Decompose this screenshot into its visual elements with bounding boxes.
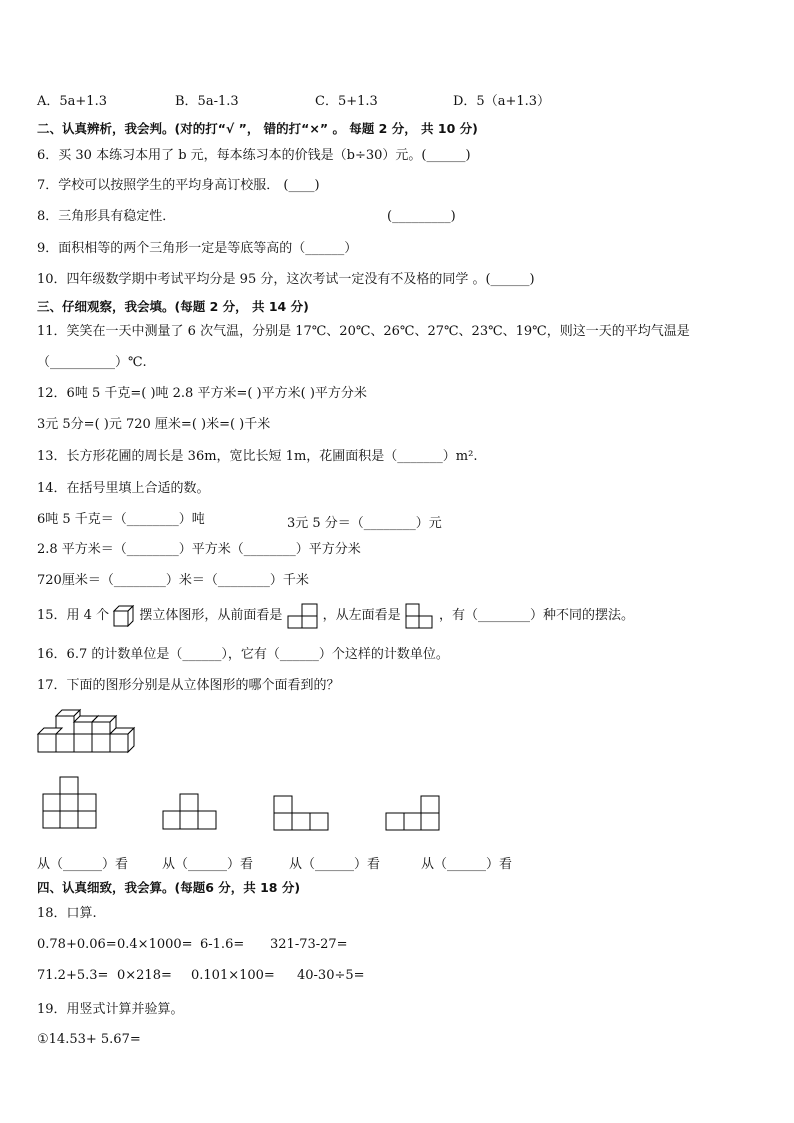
view-figure-1: [42, 776, 98, 830]
calc-r2-c2: 0×218=: [117, 968, 172, 983]
calc-r1-c2: 0.4×1000=: [117, 937, 193, 952]
calc-r1-c3: 6-1.6=: [200, 937, 245, 952]
question-10: 10．四年级数学期中考试平均分是 95 分，这次考试一定没有不及格的同学 。(______): [37, 272, 535, 287]
question-11-line2: （__________）℃.: [37, 355, 147, 370]
question-6: 6．买 30 本练习本用了 b 元，每本练习本的价钱是（b÷30）元。(______): [37, 148, 471, 163]
question-11-line1: 11．笑笑在一天中测量了 6 次气温，分别是 17℃、20℃、26℃、27℃、23℃、19℃，则这一天的平均气温是: [37, 324, 690, 339]
question-14-d: 720厘米＝（________）米＝（________）千米: [37, 573, 309, 588]
view-label-4: 从（______）看: [421, 857, 513, 872]
question-14: 14．在括号里填上合适的数。: [37, 481, 210, 496]
front-view-icon: [287, 603, 319, 629]
left-view-icon: [405, 603, 435, 629]
calc-r2-c3: 0.101×100=: [191, 968, 275, 983]
calc-r2-c4: 40-30÷5=: [297, 968, 365, 983]
view-figure-2: [162, 793, 218, 831]
section-2-heading: 二、认真辨析，我会判。(对的打“√ ”， 错的打“×” 。 每题 2 分， 共 10 分): [37, 121, 478, 136]
view-label-2: 从（______）看: [162, 857, 254, 872]
view-figure-4: [385, 795, 441, 831]
solid-figure: [36, 706, 136, 754]
question-19: 19．用竖式计算并验算。: [37, 1002, 184, 1017]
question-12-line1: 12．6吨 5 千克=( )吨 2.8 平方米=( )平方米( )平方分米: [37, 386, 367, 401]
question-16: 16．6.7 的计数单位是（______），它有（______）个这样的计数单位。: [37, 647, 449, 662]
option-d: D．5（a+1.3）: [453, 94, 551, 109]
question-9: 9．面积相等的两个三角形一定是等底等高的（______）: [37, 241, 358, 256]
view-label-3: 从（______）看: [289, 857, 381, 872]
option-c: C．5+1.3: [315, 94, 378, 109]
view-label-1: 从（______）看: [37, 857, 129, 872]
option-a: A．5a+1.3: [37, 94, 107, 109]
section-3-heading: 三、仔细观察，我会填。(每题 2 分， 共 14 分): [37, 299, 309, 314]
view-figure-3: [273, 795, 329, 831]
calc-r2-c1: 71.2+5.3=: [37, 968, 109, 983]
calc-r1-c1: 0.78+0.06=: [37, 937, 117, 952]
section-4-heading: 四、认真细致，我会算。(每题6 分，共 18 分): [37, 880, 301, 895]
question-17: 17．下面的图形分别是从立体图形的哪个面看到的？: [37, 678, 340, 693]
question-18: 18．口算.: [37, 906, 97, 921]
question-7: 7．学校可以按照学生的平均身高订校服． (____): [37, 178, 320, 193]
question-19-1: ①14.53+ 5.67=: [37, 1032, 141, 1047]
option-b: B．5a-1.3: [175, 94, 239, 109]
question-15: 15．用 4 个 摆立体图形，从前面看是 ，从左面看是 ，有（________）种不同的摆法。: [37, 601, 634, 631]
question-8-blank: (_________): [387, 209, 456, 224]
question-14-b: 3元 5 分＝（________）元: [287, 516, 442, 531]
question-12-line2: 3元 5分=( )元 720 厘米=( )米=( )千米: [37, 417, 271, 432]
calc-r1-c4: 321-73-27=: [270, 937, 348, 952]
question-13: 13．长方形花圃的周长是 36m，宽比长短 1m，花圃面积是（_______）m².: [37, 449, 478, 464]
question-14-c: 2.8 平方米＝（________）平方米（________）平方分米: [37, 542, 361, 557]
question-14-a: 6吨 5 千克＝（________）吨: [37, 512, 205, 527]
question-8: 8．三角形具有稳定性．: [37, 209, 176, 224]
cube-icon: [113, 605, 135, 627]
